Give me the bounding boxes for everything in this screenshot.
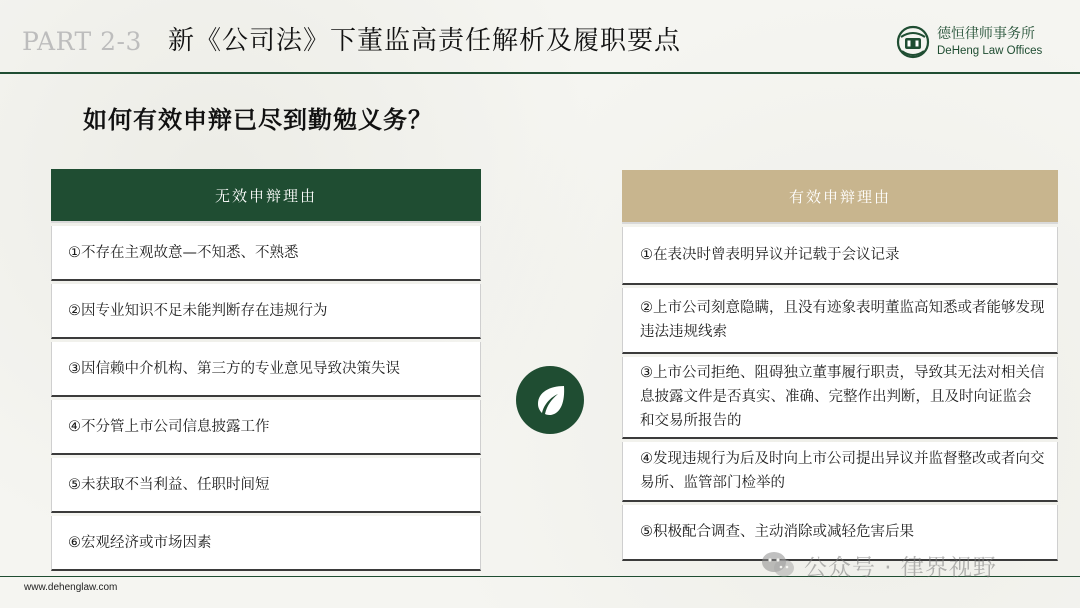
valid-reason-item: ④发现违规行为后及时向上市公司提出异议并监督整改或者向交易所、监管部门检举的 <box>622 442 1058 502</box>
logo-name-en: DeHeng Law Offices <box>937 45 1043 57</box>
watermark-text: 公众号 · 律界视野 <box>804 554 997 581</box>
header-divider <box>0 72 1080 74</box>
invalid-reason-item: ④不分管上市公司信息披露工作 <box>51 400 481 455</box>
invalid-reason-item: ⑤未获取不当利益、任职时间短 <box>51 458 481 513</box>
footer-url: www.dehenglaw.com <box>24 582 118 593</box>
valid-reason-item: ⑤积极配合调查、主动消除或减轻危害后果 <box>622 505 1058 561</box>
invalid-reason-item: ⑥宏观经济或市场因素 <box>51 516 481 571</box>
valid-reasons-header: 有效申辩理由 <box>622 170 1058 224</box>
deheng-logo <box>895 25 1055 61</box>
part-label: PART 2-3 <box>22 27 142 56</box>
wechat-icon <box>760 550 796 580</box>
valid-reasons-column <box>622 170 1058 561</box>
invalid-reasons-header: 无效申辩理由 <box>51 169 481 223</box>
watermark <box>760 547 997 583</box>
invalid-reason-item: ①不存在主观故意—不知悉、不熟悉 <box>51 226 481 281</box>
valid-reason-item: ①在表决时曾表明异议并记载于会议记录 <box>622 227 1058 285</box>
valid-reason-item: ③上市公司拒绝、阻碍独立董事履行职责，导致其无法对相关信息披露文件是否真实、准确、完整作出判断，且及时向证监会和交易所报告的 <box>622 357 1058 439</box>
page-title: 新《公司法》下董监高责任解析及履职要点 <box>168 26 682 56</box>
leaf-icon <box>516 366 584 434</box>
invalid-reason-item: ②因专业知识不足未能判断存在违规行为 <box>51 284 481 339</box>
logo-name-cn: 德恒律师事务所 <box>937 26 1035 42</box>
invalid-reason-item: ③因信赖中介机构、第三方的专业意见导致决策失误 <box>51 342 481 397</box>
invalid-reasons-column <box>51 169 481 571</box>
question-heading: 如何有效申辩已尽到勤勉义务？ <box>83 106 433 134</box>
header <box>0 0 1080 74</box>
deheng-logo-icon <box>895 25 931 59</box>
valid-reason-item: ②上市公司刻意隐瞒，且没有迹象表明董监高知悉或者能够发现违法违规线索 <box>622 288 1058 354</box>
